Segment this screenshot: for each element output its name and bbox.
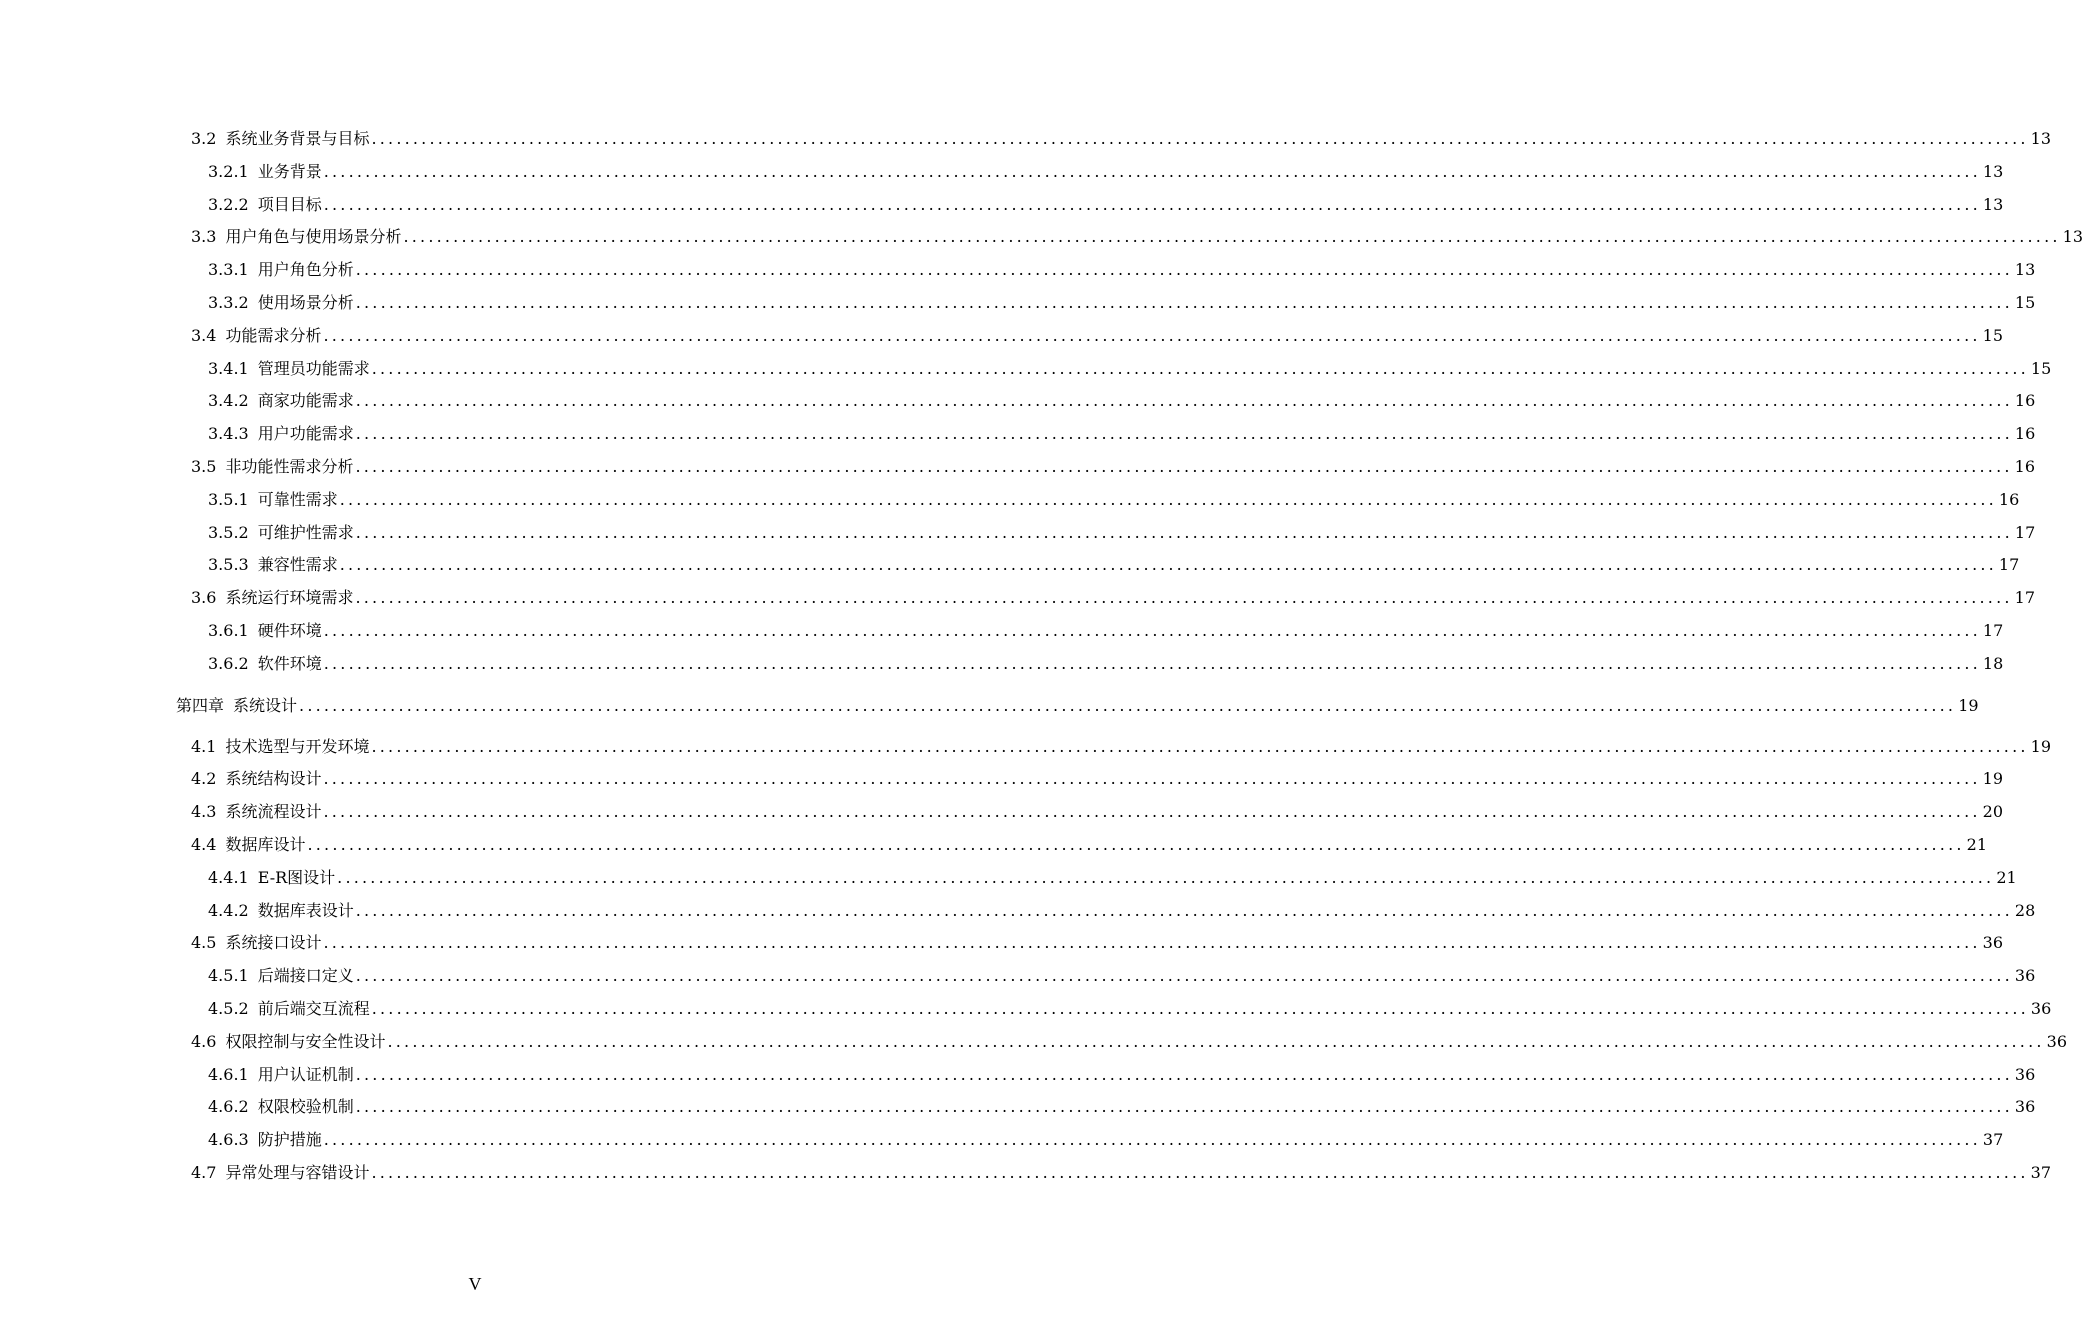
toc-dot-leader: ........................................................................................................................................................................................................ [323,620,1981,640]
toc-entry-number: 4.4.2 [208,900,249,920]
toc-entry-number: 3.4.1 [208,358,249,378]
toc-entry-line [208,287,2036,320]
toc-entry[interactable] [0,615,2004,648]
toc-entry-line [191,451,2036,484]
toc-entry-number: 3.3.1 [208,260,249,280]
toc-entry-line [191,320,2004,353]
toc-entry-title: 功能需求分析 [225,325,322,345]
toc-entry-page: 21 [1966,834,1988,854]
toc-entry-line [208,385,2036,418]
toc-entry-number: 3.6.2 [208,653,249,673]
toc-entry-page: 17 [1998,555,2020,575]
toc-dot-leader: ........................................................................................................................................................................................................ [371,358,2029,378]
toc-entry[interactable] [0,549,2020,582]
toc-entry-number: 4.4.1 [208,867,249,887]
toc-entry-line [191,1026,2068,1059]
toc-entry-page: 36 [2014,1064,2036,1084]
toc-entry[interactable] [0,287,2036,320]
toc-entry-line [208,254,2036,287]
toc-entry-title: 数据库表设计 [257,900,354,920]
toc-entry-title: 硬件环境 [257,620,322,640]
toc-entry-line [191,123,2052,156]
toc-dot-leader: ........................................................................................................................................................................................................ [337,867,1995,887]
toc-entry-title: 权限控制与安全性设计 [225,1031,386,1051]
toc-dot-leader: ........................................................................................................................................................................................................ [403,227,2061,247]
toc-entry-title: 系统业务背景与目标 [225,129,370,148]
toc-entry-page: 21 [1996,867,2017,887]
toc-dot-leader: ........................................................................................................................................................................................................ [371,1162,2029,1182]
toc-entry[interactable] [0,451,2036,484]
toc-dot-leader: ........................................................................................................................................................................................................ [323,933,1981,953]
toc-dot-leader: ........................................................................................................................................................................................................ [323,1130,1981,1150]
toc-entry-page: 13 [2062,227,2083,247]
toc-entry-number: 3.2 [191,129,217,148]
toc-entry-number: 4.4 [191,834,217,854]
toc-dot-leader: ........................................................................................................................................................................................................ [355,588,2013,608]
toc-entry[interactable] [0,796,2004,829]
toc-dot-leader: ........................................................................................................................................................................................................ [355,424,2013,444]
toc-entry-number: 3.5 [191,456,217,476]
toc-entry[interactable] [0,156,2004,189]
toc-entry-number: 3.6 [191,588,217,608]
toc-entry[interactable] [0,353,2052,386]
toc-entry-title: 用户角色与使用场景分析 [225,227,402,247]
toc-entry-page: 36 [2030,998,2052,1018]
toc-entry[interactable] [0,763,2004,796]
toc-entry-number: 4.1 [191,736,217,756]
toc-entry-line [208,517,2036,550]
toc-entry-page: 13 [1982,161,2004,181]
toc-entry-page: 19 [2030,736,2052,756]
toc-entry[interactable] [0,484,2020,517]
toc-entry[interactable] [0,1059,2036,1092]
toc-entry-line [208,993,2052,1026]
toc-entry[interactable] [0,1091,2036,1124]
toc-dot-leader: ........................................................................................................................................................................................................ [355,966,2013,986]
toc-entry[interactable] [0,993,2052,1026]
toc-entry-line [208,648,2004,681]
toc-dot-leader: ........................................................................................................................................................................................................ [307,834,1965,854]
toc-dot-leader: ........................................................................................................................................................................................................ [323,161,1981,181]
toc-entry[interactable] [0,1124,2004,1157]
toc-dot-leader: ........................................................................................................................................................................................................ [355,292,2013,312]
toc-entry-number: 4.2 [191,769,217,789]
toc-entry-number: 3.4.2 [208,391,249,411]
toc-dot-leader: ........................................................................................................................................................................................................ [355,260,2013,280]
toc-entry-title: 软件环境 [257,653,322,673]
toc-entry[interactable] [0,731,2052,764]
toc-entry-page: 16 [2014,424,2036,444]
toc-entry-page: 36 [2014,966,2036,986]
toc-entry-page: 36 [2046,1031,2068,1051]
toc-entry[interactable] [0,960,2036,993]
toc-entry-title: 权限校验机制 [257,1097,354,1117]
toc-entry-line [208,895,2036,928]
toc-entry-title: 商家功能需求 [257,391,354,411]
toc-entry-title: 可维护性需求 [257,522,354,542]
toc-entry-page: 17 [2014,588,2036,608]
toc-entry-number: 4.7 [191,1162,217,1182]
toc-entry-page: 37 [1982,1130,2004,1150]
toc-entry-title: 用户功能需求 [257,424,354,444]
toc-entry-title: 系统接口设计 [225,933,322,953]
toc-entry-number: 3.5.3 [208,555,249,575]
toc-entry-line [208,353,2052,386]
toc-entry-page: 17 [2014,522,2036,542]
toc-entry[interactable] [0,829,1988,862]
toc-entry-title: 兼容性需求 [257,555,338,575]
toc-entry-page: 13 [2014,260,2036,280]
toc-entry-line [208,189,2004,222]
toc-entry-line [191,927,2004,960]
toc-dot-leader: ........................................................................................................................................................................................................ [355,456,2013,476]
toc-entry-number: 4.6.1 [208,1064,249,1084]
toc-entry-page: 15 [2030,358,2052,378]
toc-entry-line [191,796,2004,829]
toc-entry-number: 4.6.3 [208,1130,249,1150]
toc-dot-leader: ........................................................................................................................................................................................................ [355,391,2013,411]
toc-dot-leader: ........................................................................................................................................................................................................ [355,1097,2013,1117]
toc-dot-leader: ........................................................................................................................................................................................................ [323,325,1981,345]
toc-entry-line [208,615,2004,648]
toc-entry-line [208,484,2020,517]
toc-entry-line [176,685,1979,727]
toc-entry-line [208,1059,2036,1092]
toc-entry[interactable] [0,648,2004,681]
toc-dot-leader: ........................................................................................................................................................................................................ [299,695,1957,715]
toc-entry-number: 3.5.1 [208,489,249,509]
toc-dot-leader: ........................................................................................................................................................................................................ [371,736,2029,756]
toc-entry[interactable] [0,189,2004,222]
toc-entry-page: 28 [2014,900,2036,920]
toc-entry-number: 3.4 [191,325,217,345]
toc-entry-page: 19 [1958,695,1979,715]
toc-entry-title: 数据库设计 [225,834,306,854]
toc-dot-leader: ........................................................................................................................................................................................................ [323,194,1981,214]
toc-entry-page: 36 [1982,933,2004,953]
toc-entry-page: 20 [1982,802,2004,822]
toc-entry-title: 后端接口定义 [257,966,354,986]
toc-entry-page: 19 [1982,769,2004,789]
table-of-contents [0,123,2083,1190]
toc-entry-line [191,1157,2052,1190]
toc-dot-leader: ........................................................................................................................................................................................................ [371,129,2029,148]
toc-entry-page: 18 [1982,653,2004,673]
toc-entry-title: 业务背景 [257,161,322,181]
toc-entry-number: 3.3.2 [208,292,249,312]
toc-entry[interactable] [0,221,2083,254]
toc-entry-line [191,731,2052,764]
toc-entry-page: 16 [2014,391,2036,411]
toc-entry-title: 用户认证机制 [257,1064,354,1084]
toc-entry-number: 4.5 [191,933,217,953]
toc-entry[interactable] [0,927,2004,960]
toc-entry-title: 项目目标 [257,194,322,214]
toc-entry-title: 系统流程设计 [225,802,322,822]
toc-entry-title: 技术选型与开发环境 [225,736,370,756]
toc-entry-line [208,156,2004,189]
toc-entry[interactable] [0,385,2036,418]
toc-dot-leader: ........................................................................................................................................................................................................ [371,998,2029,1018]
toc-entry-page: 16 [1998,489,2020,509]
toc-dot-leader: ........................................................................................................................................................................................................ [323,653,1981,673]
toc-entry-line [208,418,2036,451]
toc-entry-number: 4.6.2 [208,1097,249,1117]
toc-entry-line [191,221,2083,254]
toc-entry-number: 3.6.1 [208,620,249,640]
toc-entry-page: 13 [2030,129,2052,148]
toc-dot-leader: ........................................................................................................................................................................................................ [387,1031,2045,1051]
toc-entry-page: 16 [2014,456,2036,476]
toc-entry-number: 3.4.3 [208,424,249,444]
toc-entry-line [208,1124,2004,1157]
toc-dot-leader: ........................................................................................................................................................................................................ [355,522,2013,542]
toc-entry-title: E-R图设计 [257,867,336,887]
toc-entry[interactable] [0,418,2036,451]
toc-dot-leader: ........................................................................................................................................................................................................ [323,802,1981,822]
toc-entry[interactable] [0,895,2036,928]
toc-entry-number: 3.5.2 [208,522,249,542]
toc-entry-title: 系统结构设计 [225,769,322,789]
toc-dot-leader: ........................................................................................................................................................................................................ [355,1064,2013,1084]
toc-entry-number: 3.2.2 [208,194,249,214]
toc-entry-page: 37 [2030,1162,2052,1182]
toc-dot-leader: ........................................................................................................................................................................................................ [323,769,1981,789]
toc-entry-title: 系统设计 [233,695,298,715]
toc-entry-number: 3.3 [191,227,217,247]
toc-entry-title: 管理员功能需求 [257,358,370,378]
toc-entry-page: 17 [1982,620,2004,640]
toc-entry[interactable] [0,254,2036,287]
toc-entry[interactable] [0,1157,2052,1190]
toc-entry-title: 使用场景分析 [257,292,354,312]
toc-dot-leader: ........................................................................................................................................................................................................ [355,900,2013,920]
toc-entry[interactable] [0,582,2036,615]
toc-entry-title: 防护措施 [257,1130,322,1150]
toc-entry-title: 用户角色分析 [257,260,354,280]
toc-entry-title: 前后端交互流程 [257,998,370,1018]
toc-entry-line [208,960,2036,993]
toc-entry-number: 4.5.1 [208,966,249,986]
toc-entry[interactable] [0,862,2017,895]
toc-entry[interactable] [0,123,2052,156]
toc-entry-page: 36 [2014,1097,2036,1117]
toc-entry-page: 13 [1982,194,2004,214]
toc-entry-line [208,549,2020,582]
toc-entry-line [191,582,2036,615]
toc-entry-title: 非功能性需求分析 [225,456,354,476]
toc-entry-line [191,829,1988,862]
toc-entry[interactable] [0,320,2004,353]
toc-entry-line [208,862,2017,895]
toc-entry[interactable] [0,517,2036,550]
toc-entry-number: 4.3 [191,802,217,822]
toc-entry-title: 可靠性需求 [257,489,338,509]
toc-entry-page: 15 [2014,292,2036,312]
toc-dot-leader: ........................................................................................................................................................................................................ [339,555,1997,575]
toc-entry-title: 异常处理与容错设计 [225,1162,370,1182]
toc-dot-leader: ........................................................................................................................................................................................................ [339,489,1997,509]
toc-entry-page: 15 [1982,325,2004,345]
toc-entry-number: 4.6 [191,1031,217,1051]
toc-chapter-entry[interactable] [0,685,1979,727]
toc-entry-number: 3.2.1 [208,161,249,181]
toc-entry-title: 系统运行环境需求 [225,588,354,608]
toc-entry-number: 4.5.2 [208,998,249,1018]
toc-entry[interactable] [0,1026,2068,1059]
toc-entry-line [191,763,2004,796]
toc-entry-line [208,1091,2036,1124]
page-number: V [468,1274,482,1294]
toc-entry-number: 第四章 [176,695,225,715]
